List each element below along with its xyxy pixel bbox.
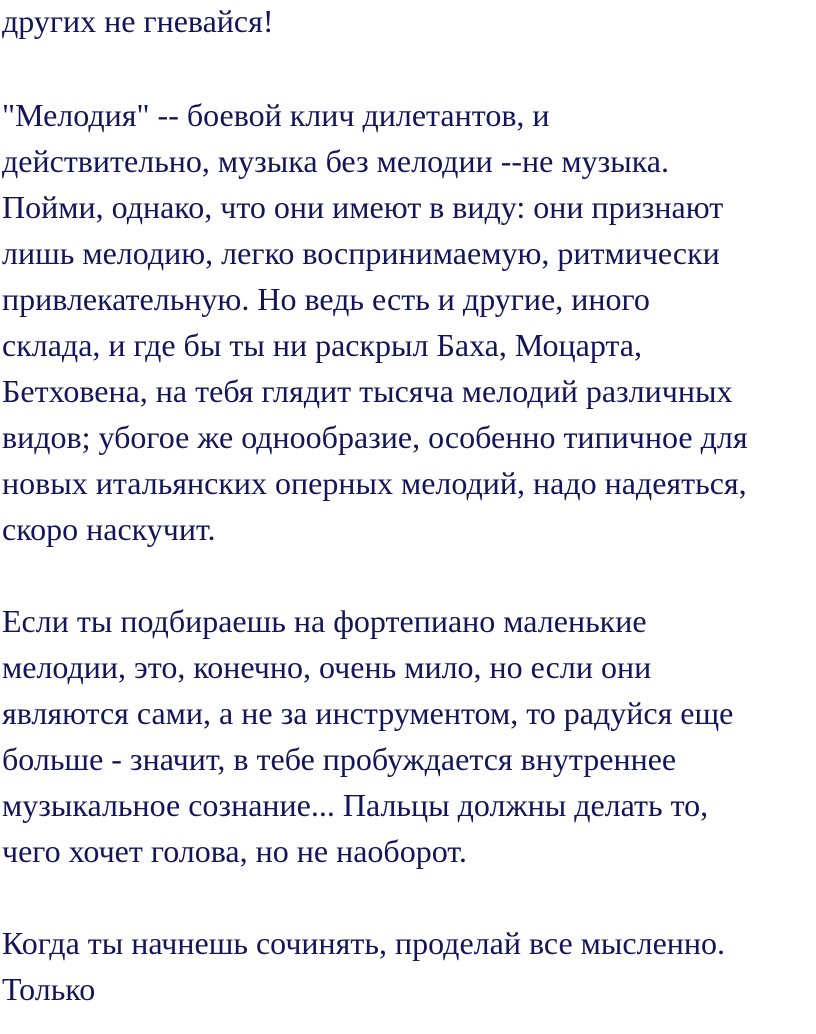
text-line: склада, и где бы ты ни раскрыл Баха, Моцарта, xyxy=(2,327,642,363)
text-line: Только xyxy=(2,971,96,1007)
text-line: музыкальное сознание... Пальцы должны делать то, xyxy=(2,787,709,823)
text-line: видов; убогое же однообразие, особенно типичное для xyxy=(2,419,748,455)
text-line: скоро наскучит. xyxy=(2,511,216,547)
text-line: чего хочет голова, но не наоборот. xyxy=(2,833,467,869)
text-line: привлекательную. Но ведь есть и другие, иного xyxy=(2,281,650,317)
text-line: новых итальянских оперных мелодий, надо надеяться, xyxy=(2,465,747,501)
text-line: мелодии, это, конечно, очень мило, но если они xyxy=(2,649,652,685)
text-line: больше - значит, в тебе пробуждается внутреннее xyxy=(2,741,677,777)
text-line: "Мелодия" -- боевой клич дилетантов, и xyxy=(2,97,550,133)
text-line: действительно, музыка без мелодии --не музыка. xyxy=(2,143,669,179)
text-line: других не гневайся! xyxy=(2,3,274,39)
text-line: являются сами, а не за инструментом, то радуйся еще xyxy=(2,695,734,731)
text-line: Пойми, однако, что они имеют в виду: они признают xyxy=(2,189,724,225)
text-line: лишь мелодию, легко воспринимаемую, ритмически xyxy=(2,235,720,271)
text-line: Бетховена, на тебя глядит тысяча мелодий различных xyxy=(2,373,733,409)
text-line: Если ты подбираешь на фортепиано маленькие xyxy=(2,603,647,639)
text-line: Когда ты начнешь сочинять, проделай все мысленно. xyxy=(2,925,726,961)
